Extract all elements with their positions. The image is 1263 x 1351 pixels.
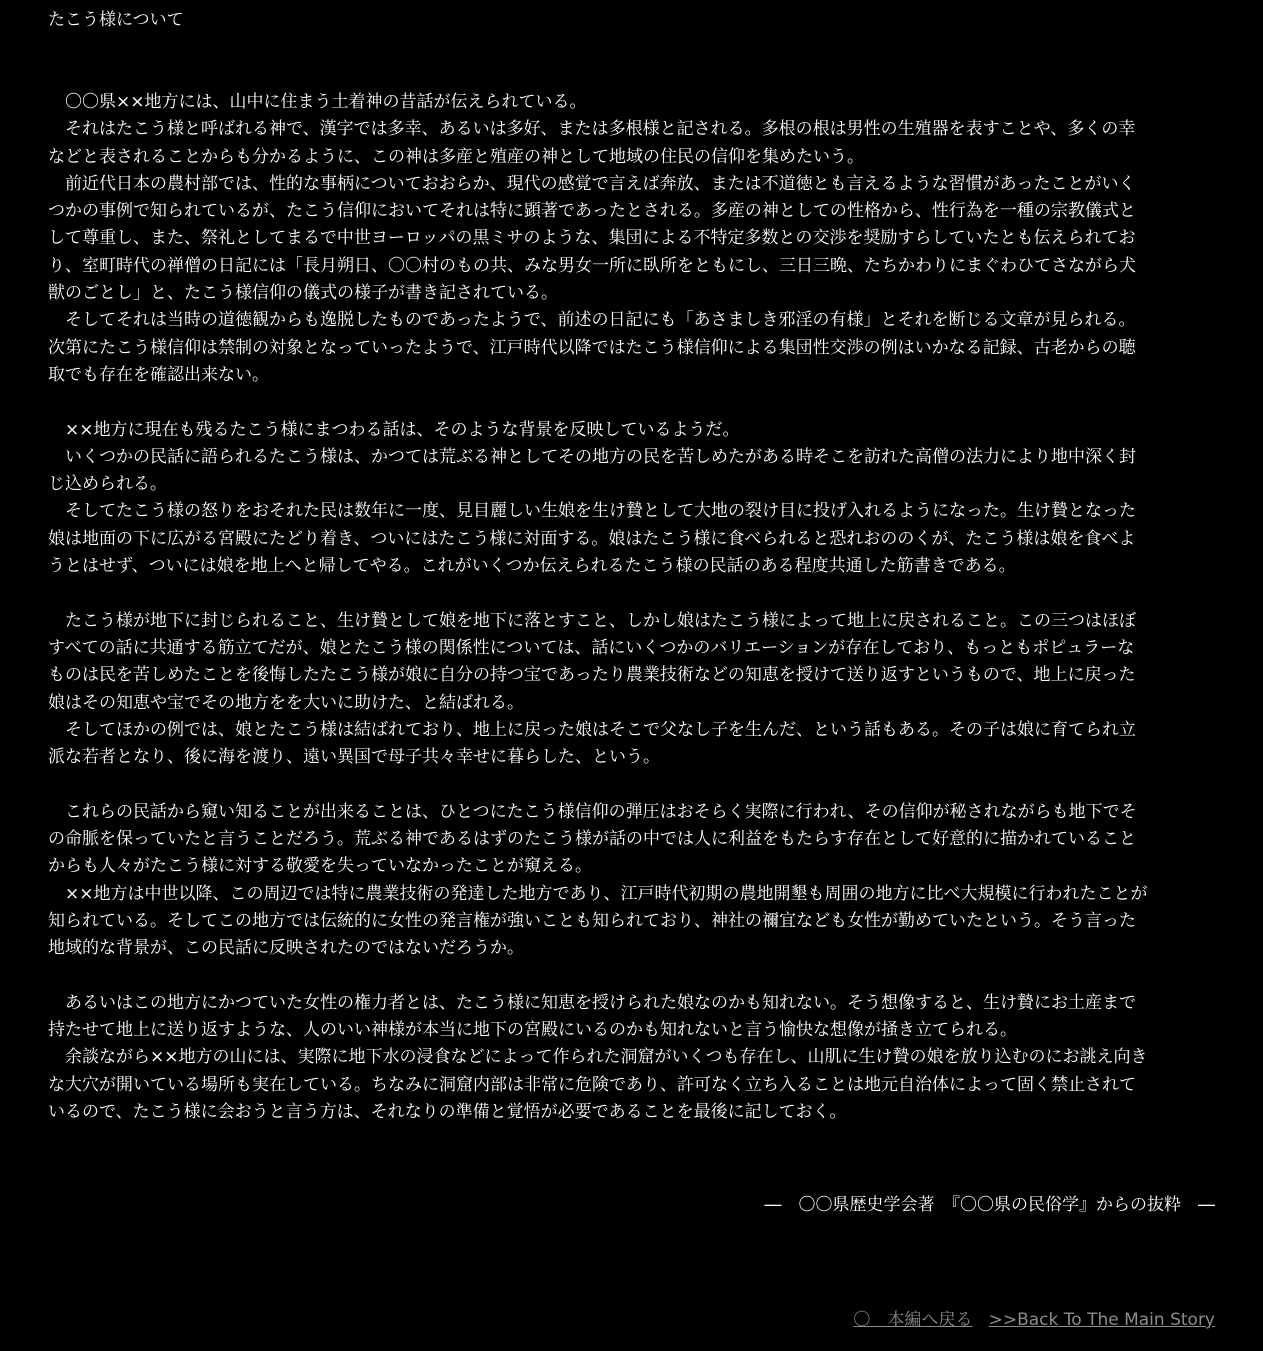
back-navigation (853, 1308, 1215, 1332)
text-line: そしてたこう様の怒りをおそれた民は数年に一度、見目麗しい生娘を生け贄として大地の裂け目に投げ入れるようになった。生け贄となった (48, 501, 1136, 522)
article-body (48, 89, 1213, 1126)
source-attribution: ― 〇〇県歴史学会著 『〇〇県の民俗学』からの抜粋 ― (764, 1195, 1215, 1215)
text-line: 前近代日本の農村部では、性的な事柄についておおらか、現代の感覚で言えば奔放、または不道徳とも言えるような習慣があったことがいく (48, 173, 1136, 194)
paragraph (48, 799, 1213, 881)
back-to-honpen-link[interactable]: 〇 本編へ戻る (853, 1310, 973, 1330)
paragraph (48, 498, 1213, 580)
text-line: 娘は地面の下に広がる宮殿にたどり着き、ついにはたこう様に対面する。娘はたこう様に食べられると恐れおののくが、たこう様は娘を食べよ (48, 528, 1136, 549)
text-line: すべての話に共通する筋立てだが、娘とたこう様の関係性については、話にいくつかのバリエーションが存在しており、もっともポピュラーな (48, 637, 1135, 658)
paragraph (48, 717, 1213, 772)
text-line: り、室町時代の禅僧の日記には「長月朔日、〇〇村のもの共、みな男女一所に臥所をともにし、三日三晩、たちかわりにまぐわひてさながら犬 (48, 255, 1136, 276)
text-line: 次第にたこう様信仰は禁制の対象となっていったようで、江戸時代以降ではたこう様信仰による集団性交渉の例はいかなる記録、古老からの聴 (48, 337, 1136, 358)
paragraph (48, 881, 1213, 963)
text-line: ××地方に現在も残るたこう様にまつわる話は、そのような背景を反映しているようだ。 (48, 419, 740, 440)
paragraph-spacer (48, 580, 1213, 607)
paragraph (48, 608, 1213, 717)
paragraph (48, 116, 1213, 171)
text-line: ものは民を苦しめたことを後悔したたこう様が娘に自分の持つ宝であったり農業技術などの知恵を授けて送り返すというもので、地上に戻った (48, 665, 1136, 686)
text-line: 地域的な背景が、この民話に反映されたのではないだろうか。 (48, 938, 524, 959)
paragraph (48, 89, 1213, 116)
text-line: 獣のごとし」と、たこう様信仰の儀式の様子が書き記されている。 (48, 283, 558, 304)
text-line: たこう様が地下に封じられること、生け贄として娘を地下に落とすこと、しかし娘はたこう様によって地上に戻されること。この三つはほぼ (48, 610, 1136, 631)
text-line: な大穴が開いている場所も実在している。ちなみに洞窟内部は非常に危険であり、許可なく立ち入ることは地元自治体によって固く禁止されて (48, 1074, 1136, 1095)
paragraph-spacer (48, 963, 1213, 990)
paragraph (48, 990, 1213, 1045)
text-line: ××地方は中世以降、この周辺では特に農業技術の発達した地方であり、江戸時代初期の農地開墾も周囲の地方に比べ大規模に行われたことが (48, 883, 1148, 904)
text-line: 取でも存在を確認出来ない。 (48, 364, 269, 385)
text-line: 持たせて地上に送り返すような、人のいい神様が本当に地下の宮殿にいるのかも知れないと言う愉快な想像が掻き立てられる。 (48, 1020, 1017, 1041)
text-line: いるので、たこう様に会おうと言う方は、それなりの準備と覚悟が必要であることを最後に記しておく。 (48, 1101, 847, 1122)
paragraph-spacer (48, 771, 1213, 798)
text-line: つかの事例で知られているが、たこう信仰においてそれは特に顕著であったとされる。多産の神としての性格から、性行為を一種の宗教儀式と (48, 201, 1136, 222)
text-line: からも人々がたこう様に対する敬愛を失っていなかったことが窺える。 (48, 856, 592, 877)
text-line: これらの民話から窺い知ることが出来ることは、ひとつにたこう様信仰の弾圧はおそらく実際に行われ、その信仰が秘されながらも地下でそ (48, 801, 1137, 822)
text-line: いくつかの民話に語られるたこう様は、かつては荒ぶる神としてその地方の民を苦しめたがある時そこを訪れた高僧の法力により地中深く封 (48, 446, 1136, 467)
text-line: 派な若者となり、後に海を渡り、遠い異国で母子共々幸せに暮らした、という。 (48, 747, 660, 768)
paragraph (48, 171, 1213, 307)
text-line: じ込められる。 (48, 474, 167, 495)
paragraph (48, 417, 1213, 444)
text-line: それはたこう様と呼ばれる神で、漢字では多幸、あるいは多好、または多根様と記される。多根の根は男性の生殖器を表すことや、多くの幸 (48, 119, 1136, 140)
page-title: たこう様について (48, 10, 184, 30)
back-to-main-story-link[interactable]: >>Back To The Main Story (988, 1310, 1215, 1330)
text-line: 余談ながら××地方の山には、実際に地下水の浸食などによって作られた洞窟がいくつも存在し、山肌に生け贄の娘を放り込むのにお誂え向き (48, 1047, 1148, 1068)
text-line: などと表されることからも分かるように、この神は多産と殖産の神として地域の住民の信仰を集めたいう。 (48, 146, 864, 167)
paragraph-spacer (48, 389, 1213, 416)
text-line: 〇〇県××地方には、山中に住まう土着神の昔話が伝えられている。 (48, 92, 587, 112)
paragraph (48, 307, 1213, 389)
text-line: うとはせず、ついには娘を地上へと帰してやる。これがいくつか伝えられるたこう様の民話のある程度共通した筋書きである。 (48, 556, 1016, 577)
paragraph (48, 444, 1213, 499)
text-line: 娘はその知恵や宝でその地方をを大いに助けた、と結ばれる。 (48, 692, 524, 713)
text-line: そしてそれは当時の道徳観からも逸脱したものであったようで、前述の日記にも「あさましき邪淫の有様」とそれを断じる文章が見られる。 (48, 310, 1136, 331)
text-line: して尊重し、また、祭礼としてまるで中世ヨーロッパの黒ミサのような、集団による不特定多数との交渉を奨励すらしていたとも伝えられてお (48, 228, 1136, 249)
text-line: 知られている。そしてこの地方では伝統的に女性の発言権が強いことも知られており、神社の禰宜なども女性が勤めていたという。そう言った (48, 910, 1136, 931)
text-line: そしてほかの例では、娘とたこう様は結ばれており、地上に戻った娘はそこで父なし子を生んだ、という話もある。その子は娘に育てられ立 (48, 719, 1136, 740)
paragraph (48, 1044, 1213, 1126)
text-line: あるいはこの地方にかつていた女性の権力者とは、たこう様に知恵を授けられた娘なのかも知れない。そう想像すると、生け贄にお土産まで (48, 992, 1136, 1013)
text-line: の命脈を保っていたと言うことだろう。荒ぶる神であるはずのたこう様が話の中では人に利益をもたらす存在として好意的に描かれていること (48, 829, 1136, 850)
